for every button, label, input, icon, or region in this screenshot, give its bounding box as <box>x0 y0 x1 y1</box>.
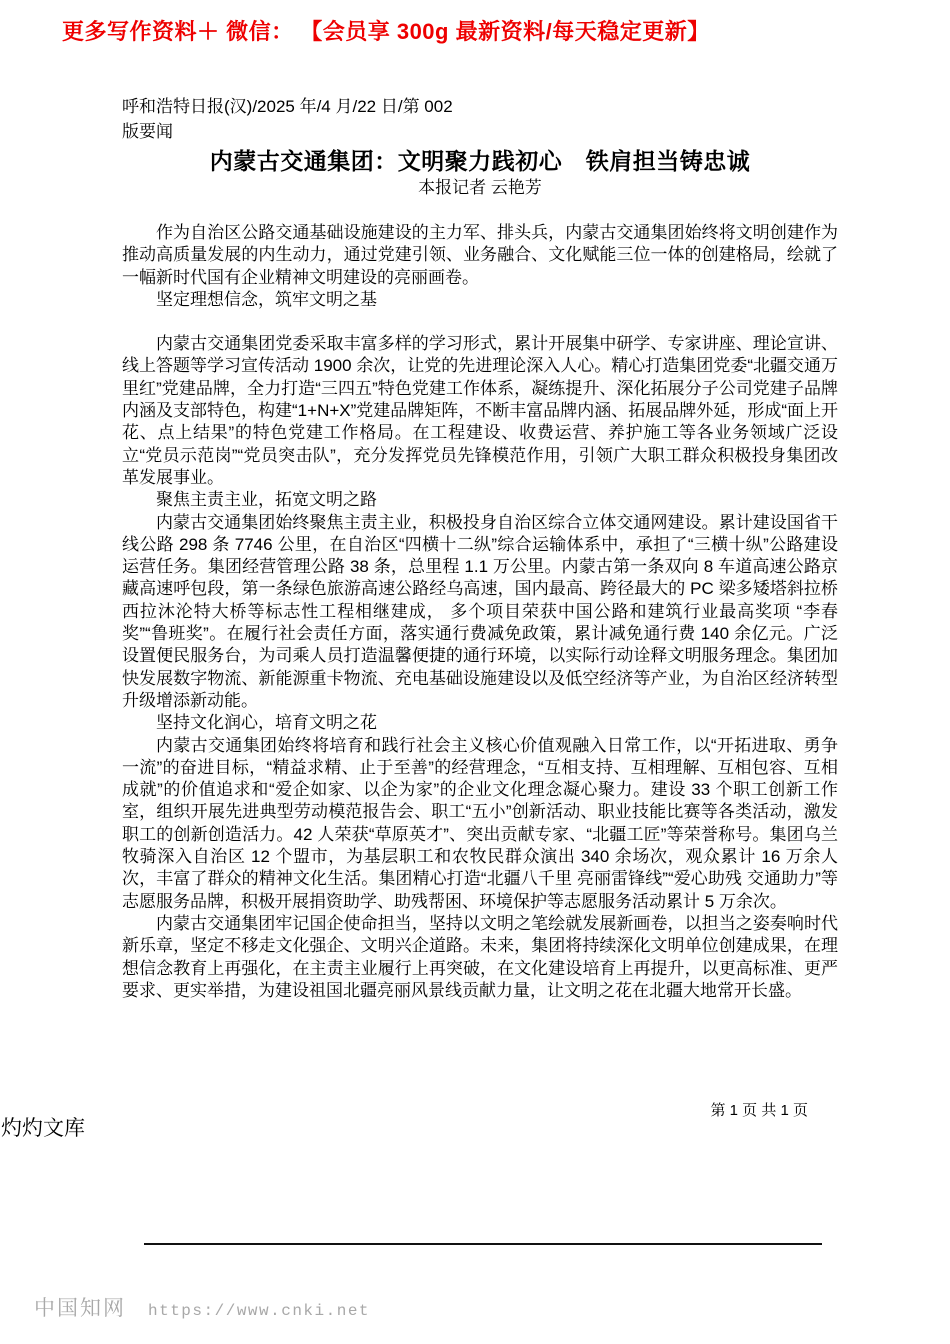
subheading-culture: 坚持文化润心，培育文明之花 <box>156 713 377 733</box>
source-citation-line-2: 版要闻 <box>122 122 173 141</box>
promo-banner-text: 更多写作资料＋ 微信： 【会员享 300g 最新资料/每天稳定更新】 <box>62 19 710 44</box>
paragraph-conclusion: 内蒙古交通集团牢记国企使命担当，坚持以文明之笔绘就发展新画卷，以担当之姿奏响时代新乐章，坚定不移走文化强企、文明兴企道路。未来，集团将持续深化文明单位创建成果，在理想信念教育上再强化，在主责主业履行上再突破，在文化建设培育上再提升，以更高标准、更严要求、更实举措，为建设祖国北疆亮丽风景线贡献力量，让文明之花在北疆大地常开长盛。 <box>122 913 838 1000</box>
footer-divider-line <box>144 1243 822 1245</box>
paragraph-main-business: 内蒙古交通集团始终聚焦主责主业，积极投身自治区综合立体交通网建设。累计建设国省干线公路 298 条 7746 公里，在自治区“四横十二纵”综合运输体系中，承担了“三横十纵”公路建设运营任务。集团经营管理公路 38 条，总里程 1.1 万公里。内蒙古第一条双向 8 车道高速公路京藏高速呼包段，第一条绿色旅游高速公路经乌高速，国内最高、跨径最大的 PC 梁多矮塔斜拉桥西拉沐沦特大桥等标志性工程相继建成， 多个项目荣获中国公路和建筑行业最高奖项 “李春奖”“鲁班奖”。在履行社会责任方面，落实通行费减免政策，累计减免通行费 140 余亿元。广泛设置便民服务台，为司乘人员打造温馨便捷的通行环境，以实际行动诠释文明服务理念。集团加快发展数字物流、新能源重卡物流、充电基础设施建设以及低空经济等产业，为自治区经济转型升级增添新动能。 <box>122 512 838 710</box>
watermark-text: 灼灼文库 <box>1 1117 85 1140</box>
subheading-main-business: 聚焦主责主业，拓宽文明之路 <box>156 490 377 510</box>
article-byline: 本报记者 云艳芳 <box>418 178 542 197</box>
cnki-url: https://www.cnki.net <box>148 1302 371 1320</box>
subheading-ideals: 坚定理想信念，筑牢文明之基 <box>156 289 377 309</box>
paragraph-intro: 作为自治区公路交通基础设施建设的主力军、排头兵，内蒙古交通集团始终将文明创建作为推动高质量发展的内生动力，通过党建引领、业务融合、文化赋能三位一体的创建格局，绘就了一幅新时代国有企业精神文明建设的亮丽画卷。 <box>122 223 838 287</box>
paragraph-party-building: 内蒙古交通集团党委采取丰富多样的学习形式，累计开展集中研学、专家讲座、理论宣讲、线上答题等学习宣传活动 1900 余次，让党的先进理论深入人心。精心打造集团党委“北疆交通万里红”党建品牌，全力打造“三四五”特色党建工作体系，凝练提升、深化拓展分子公司党建子品牌内涵及支部特色，构建“1+N+X”党建品牌矩阵，不断丰富品牌内涵、拓展品牌外延，形成“面上开花、点上结果”的特色党建工作格局。在工程建设、收费运营、养护施工等各业务领域广泛设立“党员示范岗”“党员突击队”，充分发挥党员先锋模范作用，引领广大职工群众积极投身集团改革发展事业。 <box>122 334 838 487</box>
article-body <box>122 222 838 1002</box>
source-citation-line-1: 呼和浩特日报(汉)/2025 年/4 月/22 日/第 002 <box>122 97 453 116</box>
article-title: 内蒙古交通集团：文明聚力践初心 铁肩担当铸忠诚 <box>209 148 751 174</box>
cnki-brand-footer <box>34 1292 370 1322</box>
paragraph-culture: 内蒙古交通集团始终将培育和践行社会主义核心价值观融入日常工作，以“开拓进取、勇争一流”的奋进目标，“精益求精、止于至善”的经营理念，“互相支持、互相理解、互相包容、互相成就”的价值追求和“爱企如家、以企为家”的企业文化理念凝心聚力。建设 33 个职工创新工作室，组织开展先进典型劳动模范报告会、职工“五小”创新活动、职业技能比赛等各类活动，激发职工的创新创造活力。42 人荣获“草原英才”、突出贡献专家、“北疆工匠”等荣誉称号。集团乌兰牧骑深入自治区 12 个盟市，为基层职工和农牧民群众演出 340 余场次，观众累计 16 万余人次，丰富了群众的精神文化生活。集团精心打造“北疆八千里 亮丽雷锋线”“爱心助残 交通助力”等志愿服务品牌，积极开展捐资助学、助残帮困、环境保护等志愿服务活动累计 5 万余次。 <box>122 735 838 911</box>
article-content <box>122 94 838 1002</box>
cnki-logo-text: 中国知网 <box>34 1297 126 1320</box>
page-number-indicator: 第 1 页 共 1 页 <box>710 1102 808 1119</box>
